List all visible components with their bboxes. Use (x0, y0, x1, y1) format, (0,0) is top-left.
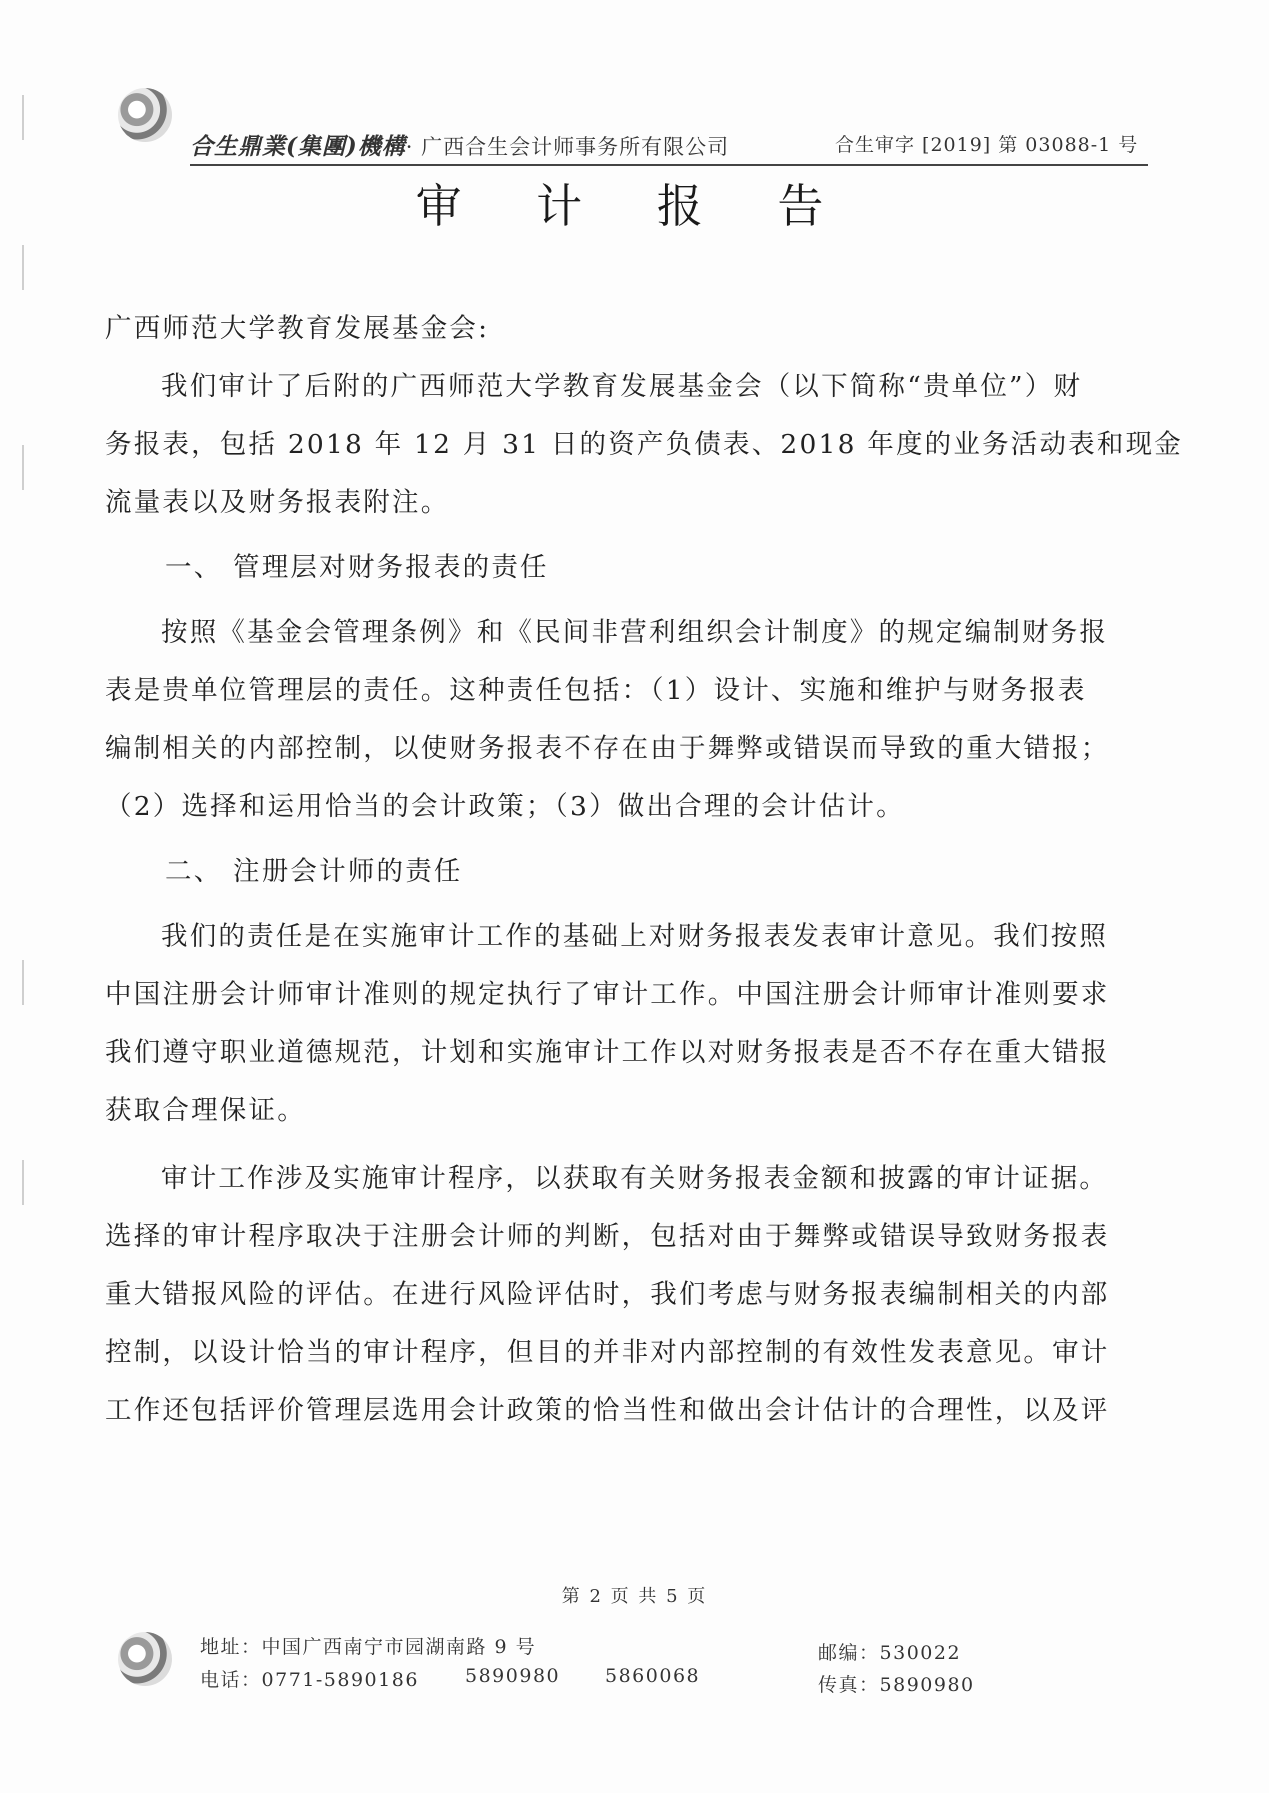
phone-number-2: 5890980 (465, 1665, 561, 1687)
postcode-label: 邮编： (818, 1642, 880, 1664)
section2-line: 我们的责任是在实施审计工作的基础上对财务报表发表审计意见。我们按照 (161, 921, 1109, 952)
header-rule (190, 164, 1148, 166)
address-value: 中国广西南宁市园湖南路 9 号 (261, 1636, 537, 1658)
section2-line: 选择的审计程序取决于注册会计师的判断，包括对由于舞弊或错误导致财务报表 (105, 1221, 1110, 1252)
scan-edge-mark (22, 245, 24, 290)
report-reference: 合生审字 [2019] 第 03088-1 号 (835, 134, 1139, 156)
page-number: 第 2 页 共 5 页 (561, 1586, 708, 1607)
report-body (105, 300, 1183, 1440)
section2-line: 获取合理保证。 (105, 1095, 306, 1126)
firm-logo-icon (118, 88, 172, 142)
section1-line: （2）选择和运用恰当的会计政策；（3）做出合理的会计估计。 (105, 791, 905, 822)
section2-line: 工作还包括评价管理层选用会计政策的恰当性和做出会计估计的合理性，以及评 (105, 1395, 1110, 1426)
section1-line: 按照《基金会管理条例》和《民间非营利组织会计制度》的规定编制财务报 (161, 617, 1109, 648)
footer-address (200, 1632, 536, 1659)
intro-line: 我们审计了后附的广西师范大学教育发展基金会（以下简称“贵单位”）财 (161, 371, 1083, 402)
fax-label: 传真： (818, 1674, 880, 1696)
phone-number-1: 0771-5890186 (261, 1669, 419, 1691)
section2-line: 审计工作涉及实施审计程序，以获取有关财务报表金额和披露的审计证据。 (161, 1163, 1109, 1194)
phone-number-3: 5860068 (605, 1665, 701, 1687)
section2-line: 重大错报风险的评估。在进行风险评估时，我们考虑与财务报表编制相关的内部 (105, 1279, 1110, 1310)
fax-value: 5890980 (879, 1674, 975, 1696)
footer-postcode (818, 1638, 961, 1665)
scan-edge-mark (22, 445, 24, 490)
footer-logo-icon (118, 1632, 172, 1686)
section1-heading: 一、 管理层对财务报表的责任 (165, 552, 549, 583)
address-label: 地址： (200, 1636, 262, 1658)
scan-edge-mark (22, 95, 24, 140)
section2-line: 中国注册会计师审计准则的规定执行了审计工作。中国注册会计师审计准则要求 (105, 979, 1110, 1010)
phone-label: 电话： (200, 1669, 262, 1691)
section2-heading: 二、 注册会计师的责任 (165, 856, 463, 887)
intro-line: 流量表以及财务报表附注。 (105, 487, 450, 518)
firm-name: · 广西合生会计师事务所有限公司 (405, 135, 730, 159)
section2-line: 控制，以设计恰当的审计程序，但目的并非对内部控制的有效性发表意见。审计 (105, 1337, 1110, 1368)
intro-line: 务报表，包括 2018 年 12 月 31 日的资产负债表、2018 年度的业务活动表和现金 (105, 429, 1183, 460)
scan-edge-mark (22, 960, 24, 1005)
firm-script-name: 合生鼎業(集團)機構 (190, 133, 406, 160)
footer-fax (818, 1670, 975, 1697)
document-title: 审 计 报 告 (415, 179, 854, 233)
section2-line: 我们遵守职业道德规范，计划和实施审计工作以对财务报表是否不存在重大错报 (105, 1037, 1110, 1068)
scan-edge-mark (22, 1160, 24, 1205)
salutation: 广西师范大学教育发展基金会: (105, 313, 490, 344)
postcode-value: 530022 (879, 1642, 962, 1664)
section1-line: 表是贵单位管理层的责任。这种责任包括：（1）设计、实施和维护与财务报表 (105, 675, 1087, 706)
footer-phone (200, 1665, 419, 1692)
section1-line: 编制相关的内部控制，以使财务报表不存在由于舞弊或错误而导致的重大错报； (105, 733, 1110, 764)
header-firm (190, 128, 729, 161)
